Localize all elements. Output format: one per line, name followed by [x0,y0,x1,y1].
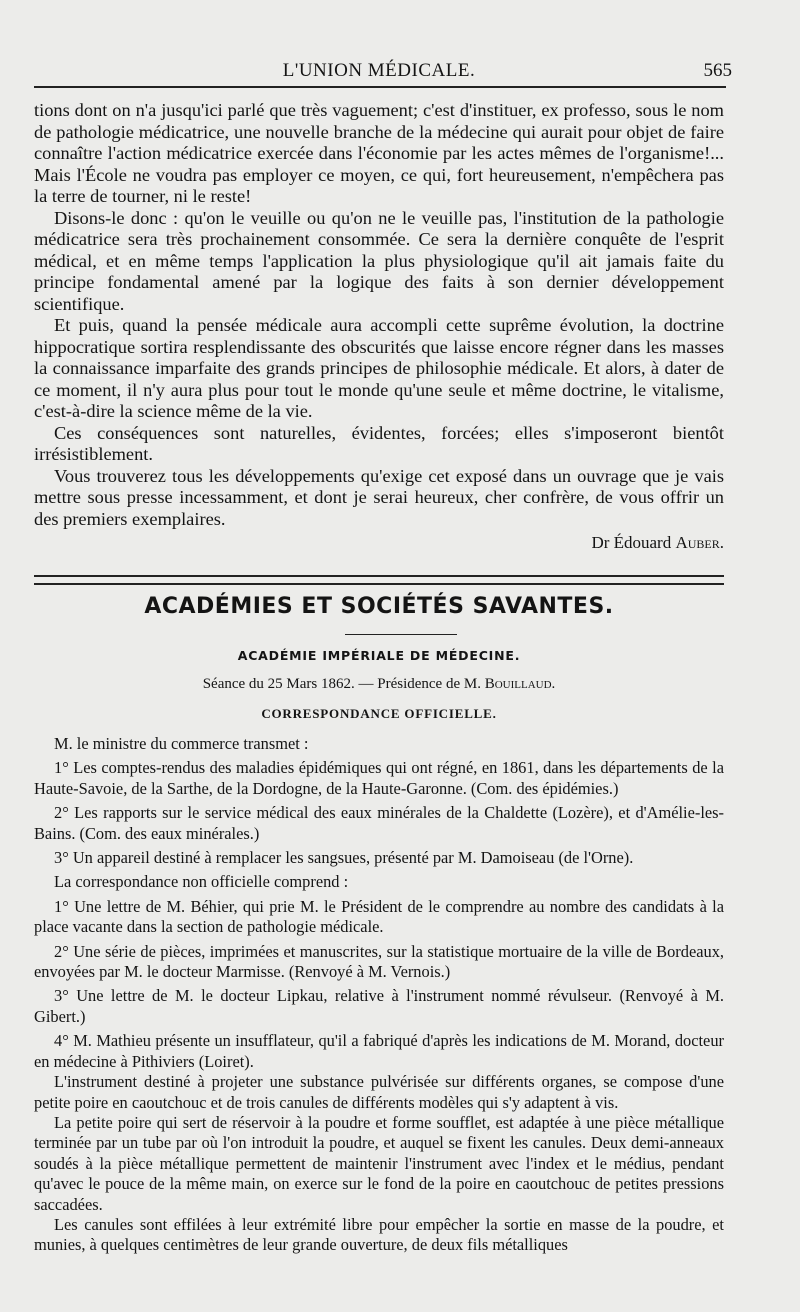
seance-president: Bouillaud. [484,676,556,692]
header-rule [34,86,726,88]
running-head [34,54,732,90]
section-title: ACADÉMIES ET SOCIÉTÉS SAVANTES. [144,594,614,619]
academy-paragraph-2: 1° Les comptes-rendus des maladies épidémiques qui ont régné, en 1861, dans les départements de la Haute-Savoie, de la Sarthe, de la Dordogne, de la Haute-Garonne. (Com. des épidémies.) [34,758,724,798]
running-title: L'UNION MÉDICALE. [282,60,476,81]
article-paragraph-4: Ces conséquences sont naturelles, évidentes, forcées; elles s'imposeront bientôt irrésistiblement. [34,422,724,464]
article-paragraph-5: Vous trouverez tous les développements qu'exige cet exposé dans un ouvrage que je vais mettre sous presse incessamment, et dont je serai heureux, cher confrère, de vous offrir un des premiers exemplaires. [34,465,724,529]
signature-name: Auber. [675,533,724,552]
section-double-rule [34,575,724,585]
article-paragraph-1: tions dont on n'a jusqu'ici parlé que très vaguement; c'est d'instituer, ex professo, sous le nom de pathologie médicatrice, une nouvelle branche de la médecine qui aurait pour objet de faire connaître l'action médicatrice exercée dans l'économie par les actes mêmes de l'organisme!... Mais l'École ne voudra pas employer ce moyen, ce qui, fort heureusement, n'empêchera pas la terre de tourner, ni le reste! [34,100,724,206]
academy-paragraph-1: M. le ministre du commerce transmet : [54,734,309,753]
academy-subtitle: ACADÉMIE IMPÉRIALE DE MÉDECINE. [237,648,521,663]
academy-body [34,734,724,1256]
article-paragraph-3: Et puis, quand la pensée médicale aura accompli cette suprême évolution, la doctrine hippocratique sortira resplendissante des obscurités que laisse encore régner dans les masses la connaissance imparfaite des grands principes de philosophie médicale. Et alors, à dater de ce moment, il n'y aura plus pour tout le monde qu'une seule et même doctrine, le vitalisme, c'est-à-dire la science même de la vie. [34,315,724,421]
academy-paragraph-7: 2° Une série de pièces, imprimées et manuscrites, sur la statistique mortuaire de la ville de Bordeaux, envoyées par M. le docteur Marmisse. (Renvoyé à M. Vernois.) [34,941,724,982]
page-number: 565 [703,60,732,81]
academy-paragraph-5: La correspondance non officielle comprend : [54,872,349,892]
academy-paragraph-8: 3° Une lettre de M. le docteur Lipkau, relative à l'instrument nommé révulseur. (Renvoyé à M. Gibert.) [34,986,724,1026]
academy-paragraph-10: L'instrument destiné à projeter une substance pulvérisée sur différents organes, se compose d'une petite poire en caoutchouc et de trois canules de différents modèles qui s'y adaptent à vis. [34,1072,724,1112]
section-title-rule [345,634,457,635]
academy-paragraph-11: La petite poire qui sert de réservoir à la poudre et forme soufflet, est adaptée à une pièce métallique terminée par un tube par où l'on introduit la poudre, et auquel se fixent les canules. Deux demi-anneaux soudés à la pièce métallique permettent de maintenir l'instrument avec l'index et le médius, pendant qu'avec le pouce de la même main, on exerce sur le fond de la poire en caoutchouc de petites pressions saccadées. [34,1112,724,1214]
correspondence-title: CORRESPONDANCE OFFICIELLE. [261,706,497,721]
article-signature [34,532,724,554]
academy-paragraph-9: 4° M. Mathieu présente un insufflateur, qu'il a fabriqué d'après les indications de M. Morand, docteur en médecine à Pithiviers (Loiret). [34,1031,724,1071]
seance-line [34,676,724,693]
academy-paragraph-3: 2° Les rapports sur le service médical des eaux minérales de la Chaldette (Lozère), et d'Amélie-les-Bains. (Com. des eaux minérales.) [34,803,724,843]
seance-text: Séance du 25 Mars 1862. — Présidence de M. [202,676,485,692]
academy-paragraph-12: Les canules sont effilées à leur extrémité libre pour empêcher la sortie en masse de la poudre, et munies, à quelques centimètres de leur grande ouverture, de deux fils métalliques [34,1214,724,1255]
academy-paragraph-6: 1° Une lettre de M. Béhier, qui prie M. le Président de le comprendre au nombre des candidats à la place vacante dans la section de pathologie médicale. [34,896,724,937]
article-body [34,100,724,554]
article-paragraph-2: Disons-le donc : qu'on le veuille ou qu'on ne le veuille pas, l'institution de la pathologie médicatrice sera très prochainement consommée. Ce sera la dernière conquête de l'esprit médical, et en même temps l'application la plus physiologique qu'il ait jamais faite du principe fondamental amené par la logique des faits à son dernier développement scientifique. [34,207,724,314]
academy-paragraph-4: 3° Un appareil destiné à remplacer les sangsues, présenté par M. Damoiseau (de l'Orne). [54,848,634,868]
signature-prefix: Dr Édouard [591,533,676,552]
